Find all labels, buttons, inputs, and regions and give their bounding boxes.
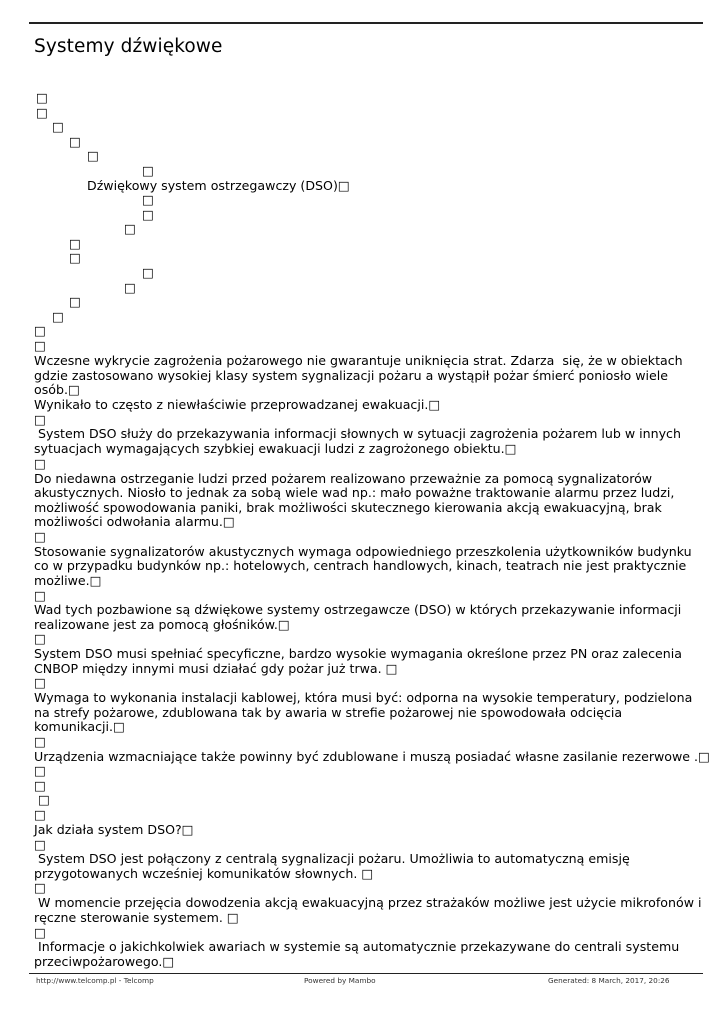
body-line: □ xyxy=(142,163,154,178)
body-line: System DSO musi spełniać specyficzne, bardzo wysokie wymagania określone przez PN oraz zalecenia xyxy=(34,646,682,661)
body-line: □ xyxy=(34,631,46,646)
body-line: możliwości odwołania alarmu.□ xyxy=(34,514,235,529)
body-line: Wymaga to wykonania instalacji kablowej, która musi być: odporna na wysokie temperatury, podzielona xyxy=(34,690,693,705)
body-line: □ xyxy=(34,412,46,427)
footer-powered-by: Powered by Mambo xyxy=(304,976,376,985)
body-line: Wczesne wykrycie zagrożenia pożarowego nie gwarantuje uniknięcia strat. Zdarza się, że w obiektach xyxy=(34,353,683,368)
body-line: realizowane jest za pomocą głośników.□ xyxy=(34,617,290,632)
body-line: □ xyxy=(69,294,81,309)
body-line: □ xyxy=(142,207,154,222)
body-line: możliwe.□ xyxy=(34,573,102,588)
body-line: W momencie przejęcia dowodzenia akcją ewakuacyjną przez strażaków możliwe jest użycie mikrofonów i xyxy=(34,895,702,910)
body-line: System DSO służy do przekazywania informacji słownych w sytuacji zagrożenia pożarem lub w innych xyxy=(34,426,681,441)
body-line: □ xyxy=(124,280,136,295)
body-line: □ xyxy=(142,192,154,207)
body-line: przeciwpożarowego.□ xyxy=(34,954,175,969)
body-line: □ xyxy=(34,792,50,807)
body-line: możliwość spowodowania paniki, brak możliwości skutecznego kierowania akcją ewakuacyjną, brak xyxy=(34,500,662,515)
body-line: gdzie zastosowano wysokiej klasy system sygnalizacji pożaru a wystąpił pożar śmierć poniosło wiele xyxy=(34,368,669,383)
body-line: □ xyxy=(34,323,46,338)
body-line: na strefy pożarowe, zdublowana tak by awaria w strefie pożarowej nie spowodowała odcięcia xyxy=(34,705,623,720)
body-line: przygotowanych wcześniej komunikatów słownych. □ xyxy=(34,866,374,881)
body-line: sytuacjach wymagających szybkiej ewakuacji ludzi z zagrożonego obiektu.□ xyxy=(34,441,517,456)
body-line: Wynikało to często z niewłaściwie przeprowadzanej ewakuacji.□ xyxy=(34,397,441,412)
body-line: ręczne sterowanie systemem. □ xyxy=(34,910,239,925)
body-line: □ xyxy=(34,675,46,690)
body-line: □ xyxy=(142,265,154,280)
section-heading: Jak działa system DSO?□ xyxy=(34,822,194,837)
body-line: □ xyxy=(34,734,46,749)
body-line: Informacje o jakichkolwiek awariach w systemie są automatycznie przekazywane do centrali systemu xyxy=(34,939,680,954)
body-line: □ xyxy=(34,880,46,895)
body-line: □ xyxy=(34,529,46,544)
body-line: Wad tych pozbawione są dźwiękowe systemy ostrzegawcze (DSO) w których przekazywanie informacji xyxy=(34,602,682,617)
body-line: □ xyxy=(52,119,64,134)
body-line: □ xyxy=(34,456,46,471)
body-line: □ xyxy=(124,221,136,236)
body-line: □ xyxy=(87,148,99,163)
body-line: □ xyxy=(34,763,46,778)
body-line: □ xyxy=(34,925,46,940)
body-line: □ xyxy=(36,90,48,105)
body-line: □ xyxy=(69,250,81,265)
body-line: akustycznych. Niosło to jednak za sobą wiele wad np.: mało poważne traktowanie alarmu przez ludzi, xyxy=(34,485,675,500)
footer-generated-date: Generated: 8 March, 2017, 20:26 xyxy=(548,976,670,985)
body-line: □ xyxy=(34,837,46,852)
body-line: □ xyxy=(36,105,48,120)
body-line: co w przypadku budynków np.: hotelowych, centrach handlowych, kinach, teatrach nie jest praktycznie xyxy=(34,558,687,573)
top-rule xyxy=(29,22,703,24)
section-heading: Dźwiękowy system ostrzegawczy (DSO)□ xyxy=(87,178,350,193)
body-line: Stosowanie sygnalizatorów akustycznych wymaga odpowiedniego przeszkolenia użytkowników budynku xyxy=(34,544,692,559)
body-line: □ xyxy=(34,778,46,793)
body-line: Do niedawna ostrzeganie ludzi przed pożarem realizowano przeważnie za pomocą sygnalizatorów xyxy=(34,471,653,486)
body-line: Urządzenia wzmacniające także powinny być zdublowane i muszą posiadać własne zasilanie rezerwowe .□ xyxy=(34,749,710,764)
body-line: □ xyxy=(69,134,81,149)
body-line: CNBOP między innymi musi działać gdy pożar już trwa. □ xyxy=(34,661,398,676)
page-title: Systemy dźwiękowe xyxy=(34,36,223,57)
body-line: System DSO jest połączony z centralą sygnalizacji pożaru. Umożliwia to automatyczną emisję xyxy=(34,851,630,866)
body-line: □ xyxy=(34,588,46,603)
body-line: komunikacji.□ xyxy=(34,719,125,734)
body-line: □ xyxy=(52,309,64,324)
body-line: □ xyxy=(69,236,81,251)
footer-site-link[interactable]: http://www.telcomp.pl - Telcomp xyxy=(36,976,154,985)
body-line: osób.□ xyxy=(34,382,80,397)
body-line: □ xyxy=(34,338,46,353)
body-line: □ xyxy=(34,807,46,822)
bottom-rule xyxy=(29,973,703,974)
